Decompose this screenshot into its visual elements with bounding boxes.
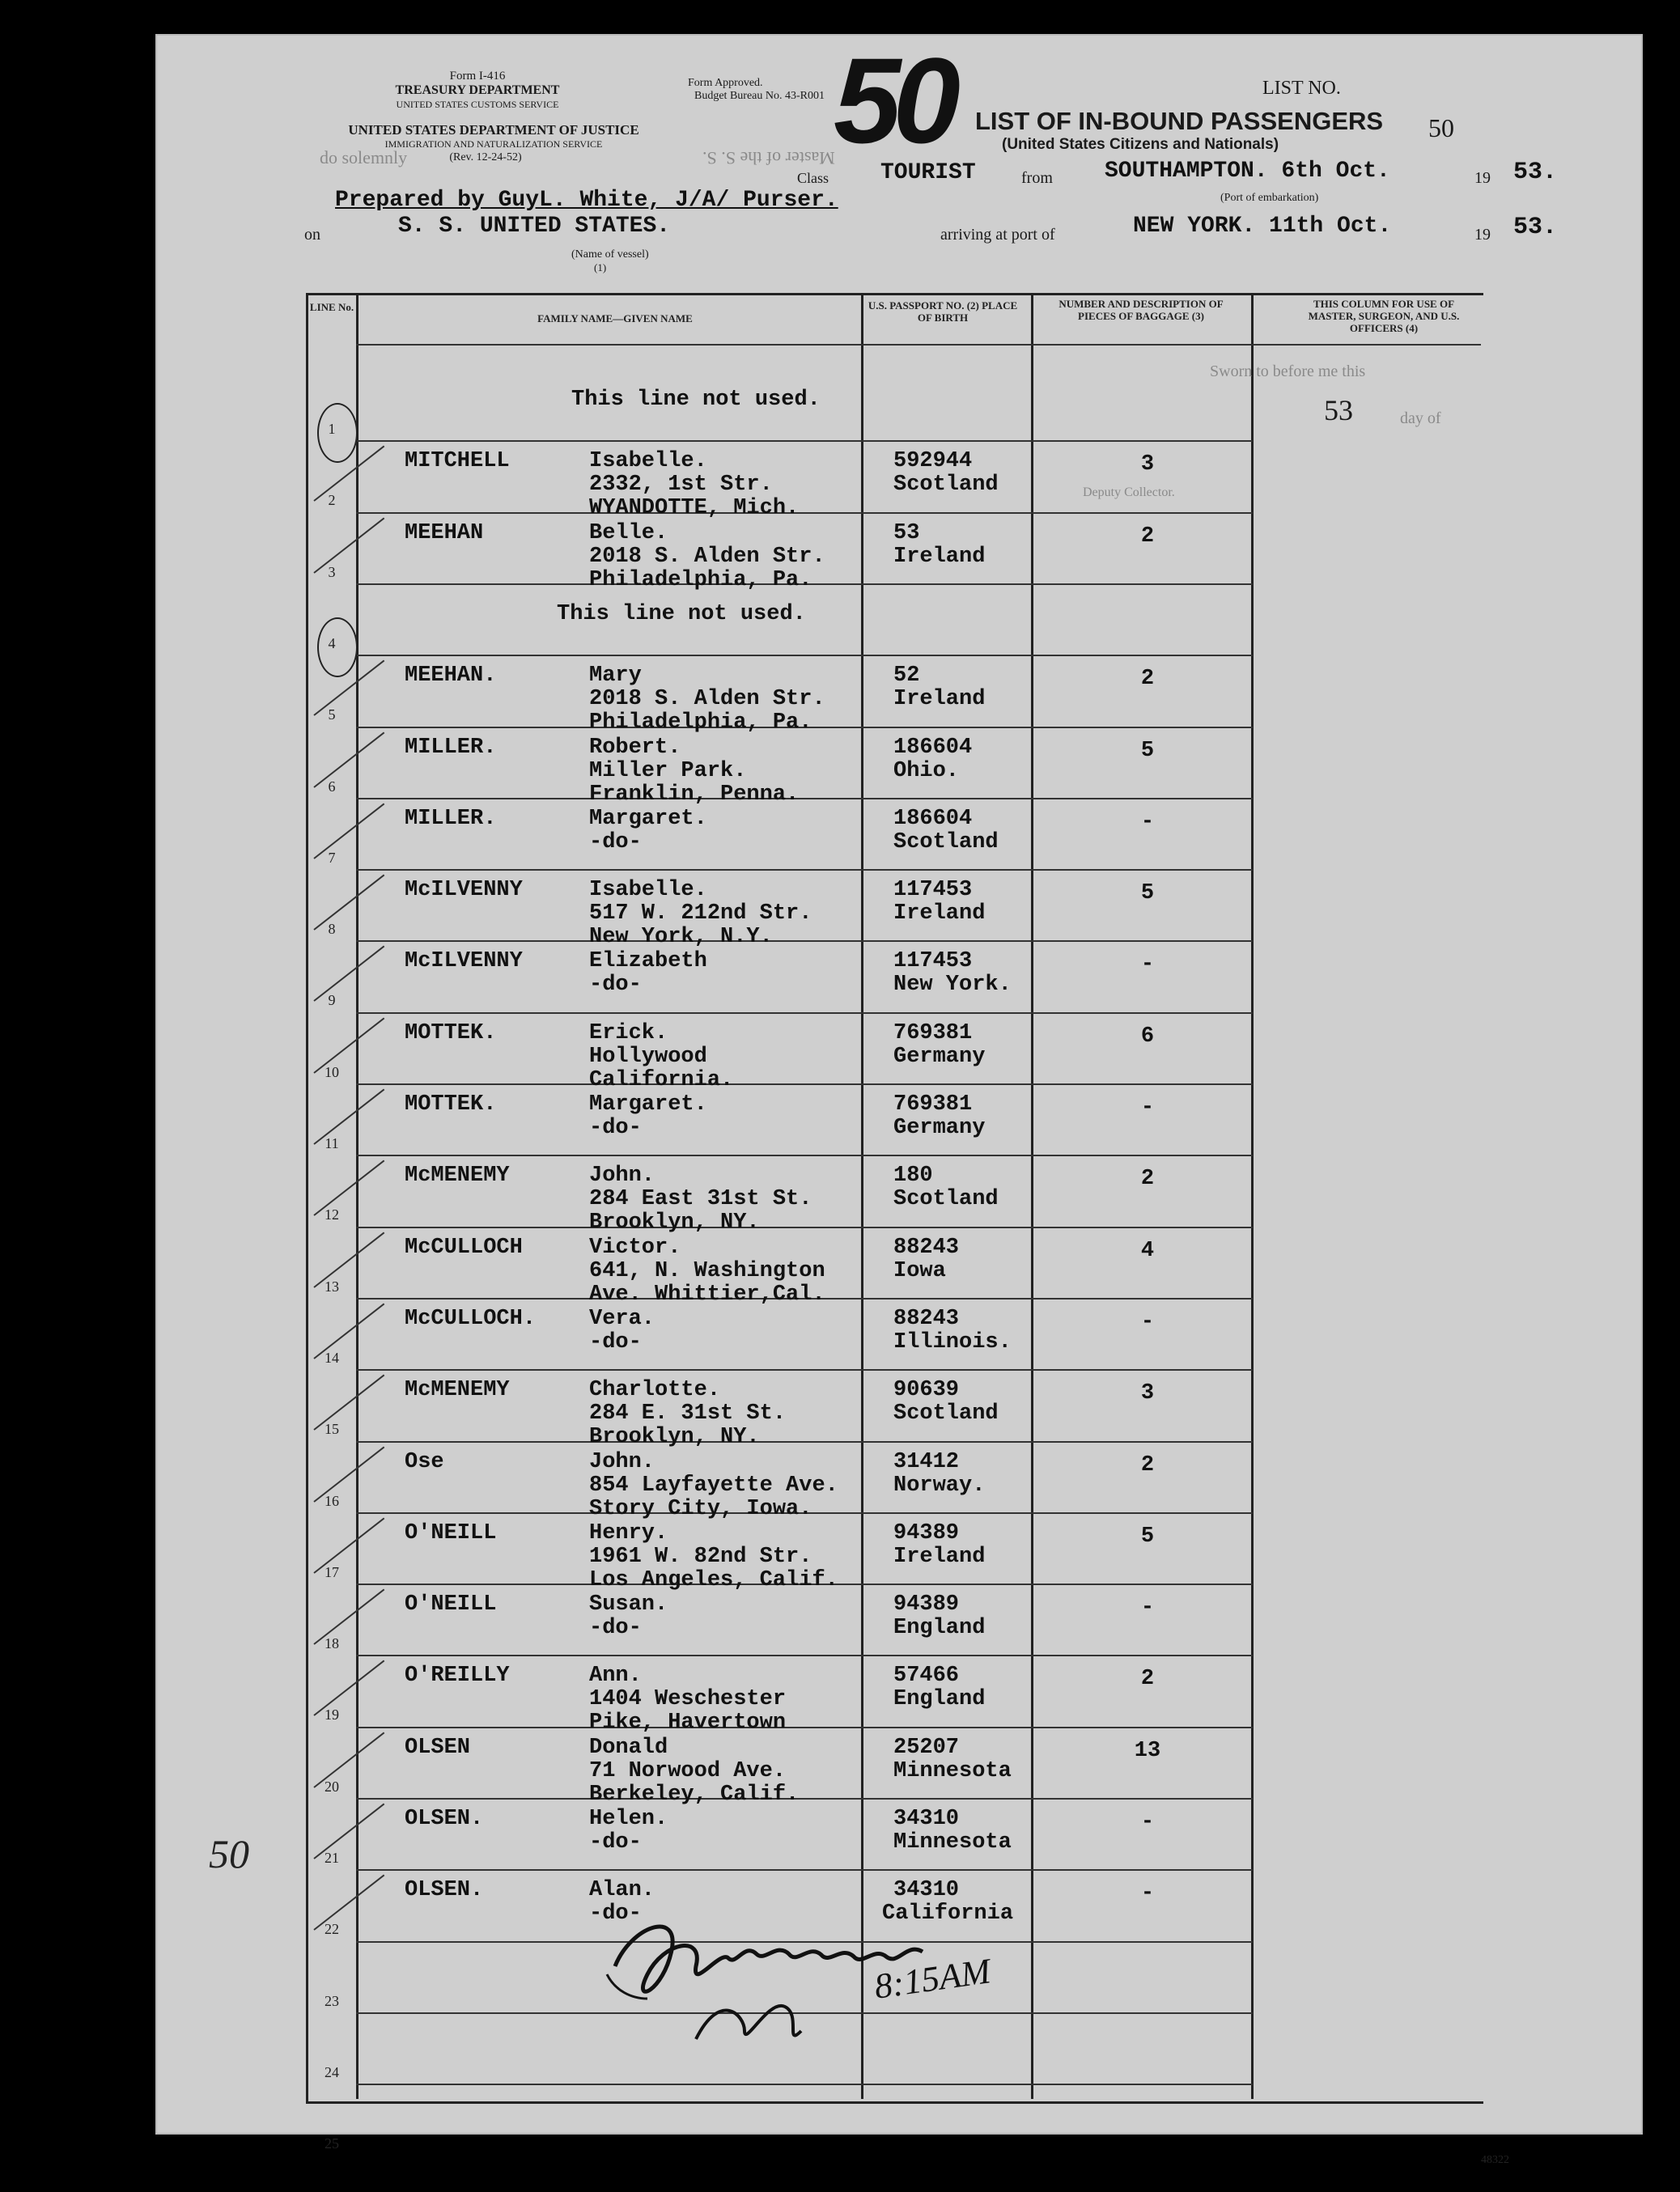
list-stamp-number: 50: [834, 32, 952, 168]
given-name-address: John. 284 East 31st St. Brooklyn, NY.: [589, 1164, 812, 1236]
row-rule: [356, 1869, 1253, 1871]
col-divider: [1031, 293, 1033, 2099]
line-number: 8: [328, 921, 336, 938]
place-of-birth: New York.: [893, 973, 1012, 998]
family-name: O'NEILL: [405, 1520, 497, 1545]
passport-number: 34310: [893, 1878, 960, 1903]
passport-number: 117453: [893, 878, 973, 903]
line-number: 14: [325, 1349, 339, 1366]
baggage-count: -: [1140, 1596, 1155, 1621]
circled-line-mark: [317, 403, 358, 463]
col-header-passport: U.S. PASSPORT NO. (2) PLACE OF BIRTH: [868, 299, 1018, 324]
from-label: from: [1021, 169, 1053, 187]
list-no-value: 50: [1428, 113, 1454, 142]
row-rule: [356, 440, 1253, 442]
given-name-address: Robert. Miller Park. Franklin, Penna.: [589, 735, 800, 807]
passport-number: 25207: [893, 1735, 960, 1760]
passport-number: 88243: [893, 1306, 960, 1331]
family-name: MITCHELL: [405, 449, 510, 474]
form-title: LIST OF IN-BOUND PASSENGERS: [975, 107, 1384, 135]
place-of-birth: Ireland: [893, 687, 986, 712]
form-revision: (Rev. 12-24-52): [449, 151, 522, 163]
col-divider: [1251, 293, 1254, 2099]
header-rule: [356, 344, 1481, 346]
line-number: 4: [328, 634, 336, 651]
baggage-count: 2: [1140, 1452, 1155, 1478]
family-name: McCULLOCH: [405, 1235, 523, 1260]
prepared-by: Prepared by GuyL. White, J/A/ Purser.: [335, 188, 838, 213]
passport-number: 769381: [893, 1020, 973, 1045]
given-name-address: Alan. -do-: [589, 1878, 655, 1927]
given-name-address: John. 854 Layfayette Ave. Story City, Iowa.: [589, 1449, 838, 1521]
baggage-count: 2: [1140, 1667, 1155, 1692]
circled-line-mark: [317, 617, 358, 677]
unused-line-note: This line not used.: [557, 601, 806, 626]
row-rule: [356, 1655, 1253, 1656]
line-number: 16: [325, 1492, 339, 1509]
given-name-address: Victor. 641, N. Washington Ave. Whittier,Cal.: [589, 1235, 825, 1307]
line-number: 12: [325, 1206, 339, 1223]
given-name-address: Isabelle. 517 W. 212nd Str. New York, N.Y.: [589, 878, 812, 950]
baggage-count: 2: [1140, 1167, 1155, 1192]
year-prefix-arrival: 19: [1474, 226, 1491, 244]
place-of-birth: Iowa: [893, 1258, 946, 1283]
oath-fragment: do solemnly: [320, 147, 408, 167]
family-name: MILLER.: [405, 806, 497, 831]
col-header-use: THIS COLUMN FOR USE OF MASTER, SURGEON, AND U.S. OFFICERS (4): [1308, 298, 1460, 334]
family-name: OLSEN.: [405, 1878, 484, 1903]
line-number: 20: [325, 1778, 339, 1795]
form-number: Form I-416: [449, 70, 506, 83]
treasury-dept: TREASURY DEPARTMENT: [395, 83, 560, 97]
given-name-address: Vera. -do-: [589, 1306, 655, 1355]
line-number: 6: [328, 778, 336, 795]
deputy-collector: Deputy Collector.: [1083, 485, 1175, 499]
justice-dept: UNITED STATES DEPARTMENT OF JUSTICE: [348, 122, 639, 138]
baggage-count: -: [1140, 1309, 1155, 1334]
vessel-name: S. S. UNITED STATES.: [398, 214, 671, 239]
passport-number: 94389: [893, 1520, 960, 1545]
place-of-birth: California: [882, 1902, 1014, 1927]
place-of-birth: Ohio.: [893, 758, 960, 783]
family-name: OLSEN.: [405, 1807, 484, 1831]
place-of-birth: Ireland: [893, 1544, 986, 1569]
place-of-birth: Germany: [893, 1116, 986, 1140]
embark-label: (Port of embarkation): [1220, 192, 1319, 204]
given-name-address: Belle. 2018 S. Alden Str. Philadelphia, Pa.: [589, 520, 825, 592]
line-number: 24: [325, 2063, 339, 2080]
vessel-label: (Name of vessel): [571, 248, 649, 261]
corner-number: 48322: [1481, 2154, 1509, 2166]
baggage-count: 13: [1134, 1738, 1161, 1763]
passport-number: 34310: [893, 1807, 960, 1831]
on-label: on: [304, 226, 320, 244]
arriving-value: NEW YORK. 11th Oct.: [1133, 214, 1392, 239]
given-name-address: Henry. 1961 W. 82nd Str. Los Angeles, Calif.: [589, 1520, 838, 1592]
col-divider: [861, 293, 863, 2099]
given-name-address: Mary 2018 S. Alden Str. Philadelphia, Pa.: [589, 664, 825, 736]
customs-service: UNITED STATES CUSTOMS SERVICE: [396, 99, 559, 110]
oath-fragment-master: Master of the S. S.: [702, 148, 835, 168]
family-name: MEEHAN.: [405, 664, 497, 689]
line-number: 10: [325, 1063, 339, 1080]
year-prefix: 19: [1474, 169, 1491, 187]
family-name: O'REILLY: [405, 1664, 510, 1689]
place-of-birth: Norway.: [893, 1473, 986, 1498]
day-of-text: day of: [1400, 409, 1441, 427]
passport-number: 117453: [893, 949, 973, 974]
line-number: 17: [325, 1563, 339, 1580]
family-name: McILVENNY: [405, 878, 523, 903]
passport-number: 52: [893, 664, 920, 689]
passport-number: 53: [893, 520, 920, 545]
col-divider: [356, 293, 358, 2099]
place-of-birth: Ireland: [893, 901, 986, 926]
sworn-text: Sworn to before me this: [1210, 363, 1366, 380]
baggage-count: -: [1140, 952, 1155, 977]
given-name-address: Isabelle. 2332, 1st Str. WYANDOTTE, Mich.: [589, 449, 800, 521]
baggage-count: -: [1140, 1096, 1155, 1120]
year-value-arrival: 53.: [1513, 214, 1558, 241]
margin-note: 50: [209, 1831, 249, 1876]
row-rule: [356, 869, 1253, 871]
row-rule: [356, 1441, 1253, 1443]
family-name: McILVENNY: [405, 949, 523, 974]
place-of-birth: Illinois.: [893, 1329, 1012, 1355]
baggage-count: 6: [1140, 1024, 1155, 1049]
line-number: 21: [325, 1850, 339, 1866]
passport-number: 94389: [893, 1592, 960, 1618]
col-header-line: LINE No.: [309, 301, 354, 313]
ins-service: IMMIGRATION AND NATURALIZATION SERVICE: [384, 138, 603, 150]
year-value: 53.: [1513, 159, 1558, 186]
given-name-address: Susan. -do-: [589, 1592, 668, 1641]
given-name-address: Helen. -do-: [589, 1807, 668, 1855]
row-rule: [356, 655, 1253, 656]
vessel-num: (1): [594, 261, 607, 273]
place-of-birth: England: [893, 1687, 986, 1712]
passport-number: 88243: [893, 1235, 960, 1260]
baggage-count: 5: [1140, 1524, 1155, 1549]
place-of-birth: Minnesota: [893, 1758, 1012, 1783]
line-number: 11: [325, 1135, 339, 1151]
row-rule: [356, 1727, 1253, 1728]
baggage-count: -: [1140, 809, 1155, 834]
place-of-birth: Germany: [893, 1044, 986, 1069]
line-number: 25: [325, 2135, 339, 2152]
passport-number: 90639: [893, 1378, 960, 1403]
passport-number: 180: [893, 1164, 933, 1189]
row-rule: [356, 512, 1253, 514]
form-subtitle: (United States Citizens and Nationals): [1002, 136, 1279, 153]
place-of-birth: Scotland: [893, 829, 999, 854]
from-value: SOUTHAMPTON. 6th Oct.: [1105, 159, 1390, 184]
baggage-count: -: [1140, 1881, 1155, 1906]
baggage-count: 4: [1140, 1238, 1155, 1263]
family-name: McMENEMY: [405, 1378, 510, 1403]
passport-number: 186604: [893, 806, 973, 831]
passport-number: 769381: [893, 1092, 973, 1117]
passport-number: 57466: [893, 1664, 960, 1689]
col-header-baggage: NUMBER AND DESCRIPTION OF PIECES OF BAGGAGE (3): [1058, 298, 1224, 322]
place-of-birth: England: [893, 1616, 986, 1641]
given-name-address: Ann. 1404 Weschester Pike, Havertown: [589, 1664, 787, 1736]
list-no-label: LIST NO.: [1262, 78, 1341, 99]
row-rule: [356, 2084, 1253, 2085]
col-header-name: FAMILY NAME—GIVEN NAME: [537, 312, 693, 324]
line-number: 7: [328, 849, 336, 866]
passport-number: 31412: [893, 1449, 960, 1474]
baggage-count: 3: [1140, 1381, 1155, 1406]
given-name-address: Margaret. -do-: [589, 1092, 707, 1140]
line-number: 5: [328, 706, 336, 723]
class-label: Class: [797, 170, 829, 186]
given-name-address: Margaret. -do-: [589, 806, 707, 854]
baggage-count: 2: [1140, 524, 1155, 549]
row-rule: [356, 1369, 1253, 1371]
family-name: MOTTEK.: [405, 1020, 497, 1045]
place-of-birth: Scotland: [893, 1401, 999, 1427]
sworn-year: 53: [1324, 394, 1353, 426]
line-number: 9: [328, 992, 336, 1009]
place-of-birth: Minnesota: [893, 1830, 1012, 1855]
arriving-label: arriving at port of: [940, 226, 1055, 244]
row-rule: [356, 1083, 1253, 1085]
line-number: 22: [325, 1921, 339, 1938]
unused-line-note: This line not used.: [571, 388, 821, 412]
passport-number: 592944: [893, 449, 973, 474]
budget-bureau: Budget Bureau No. 43-R001: [694, 90, 825, 102]
family-name: OLSEN: [405, 1735, 471, 1760]
line-number: 1: [328, 421, 336, 437]
line-number: 3: [328, 563, 336, 580]
row-rule: [356, 1798, 1253, 1800]
signature-time: 8:15AM: [872, 1951, 993, 2007]
place-of-birth: Scotland: [893, 473, 999, 498]
passport-number: 186604: [893, 735, 973, 760]
baggage-count: 3: [1140, 452, 1155, 477]
family-name: Ose: [405, 1449, 444, 1474]
baggage-count: 2: [1140, 667, 1155, 692]
row-rule: [356, 798, 1253, 799]
row-rule: [356, 1155, 1253, 1156]
place-of-birth: Ireland: [893, 544, 986, 569]
family-name: O'NEILL: [405, 1592, 497, 1618]
family-name: MOTTEK.: [405, 1092, 497, 1117]
signature: [583, 1877, 1117, 2063]
baggage-count: -: [1140, 1810, 1155, 1834]
line-number: 13: [325, 1278, 339, 1295]
line-number: 18: [325, 1635, 339, 1652]
given-name-address: Erick. Hollywood California.: [589, 1020, 734, 1092]
baggage-count: 5: [1140, 881, 1155, 906]
row-rule: [356, 1012, 1253, 1014]
baggage-count: 5: [1140, 738, 1155, 763]
family-name: MILLER.: [405, 735, 497, 760]
class-value: TOURIST: [880, 160, 976, 185]
family-name: McMENEMY: [405, 1164, 510, 1189]
family-name: McCULLOCH.: [405, 1306, 537, 1331]
family-name: MEEHAN: [405, 520, 484, 545]
line-number: 19: [325, 1707, 339, 1723]
line-number: 2: [328, 492, 336, 509]
line-number: 15: [325, 1421, 339, 1438]
place-of-birth: Scotland: [893, 1187, 999, 1212]
given-name-address: Elizabeth -do-: [589, 949, 707, 998]
given-name-address: Charlotte. 284 E. 31st St. Brooklyn, NY.: [589, 1378, 787, 1450]
line-number: 23: [325, 1992, 339, 2009]
form-approved: Form Approved.: [688, 77, 763, 89]
given-name-address: Donald 71 Norwood Ave. Berkeley, Calif.: [589, 1735, 800, 1807]
